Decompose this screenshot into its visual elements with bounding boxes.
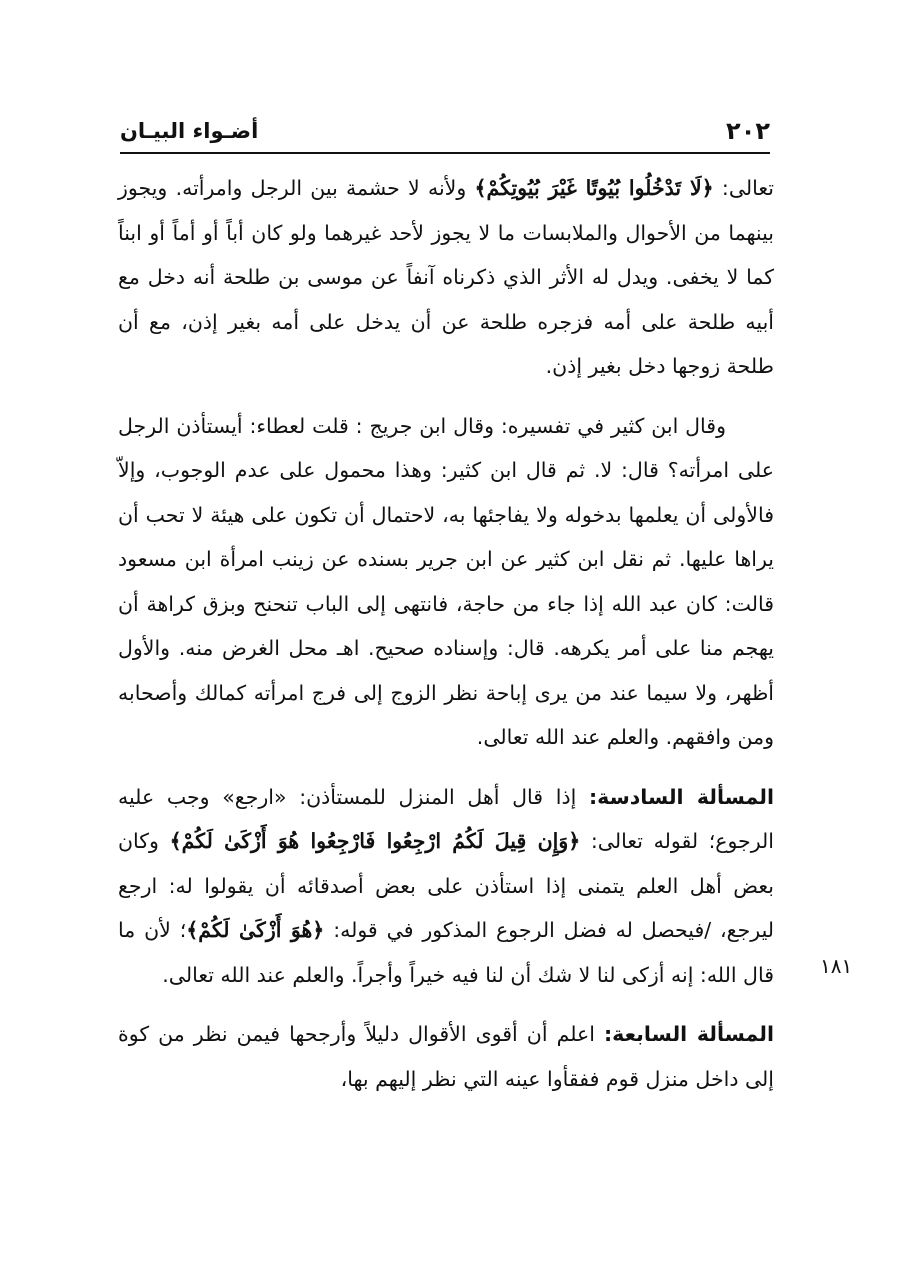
section-heading: المسألة السادسة: [588,784,774,809]
paragraph-text: اعلم أن أقوى الأقوال دليلاً وأرجحها فيمن نظر من كوة إلى داخل منزل قوم ففقأوا عينه التي نظر إليهم بها، [118,1022,774,1091]
section-seventh-issue [118,1012,774,1101]
paragraph-text: ؛ لأن ما قال الله: إنه أزكى لنا لا شك أن لنا فيه خيراً وأجراً. والعلم عند الله تعالى. [118,918,774,987]
page-header [120,110,770,152]
paragraph-continuation [118,166,774,389]
quran-verse: ﴿هُوَ أَزْكَىٰ لَكُمْ﴾ [186,918,325,942]
running-title: أضـواء البيـان [120,119,259,143]
paragraph-text: وكان بعض أهل العلم يتمنى إذا استأذن على بعض أصدقائه أن يقولوا له: ارجع ليرجع، /فيحصل له فضل الرجوع المذكور في قوله: [118,829,775,942]
paragraph-lead: تعالى: [713,176,775,200]
section-sixth-issue [118,775,774,998]
margin-reference: ١٨١ [820,954,853,978]
paragraph-text: ولأنه لا حشمة بين الرجل وامرأته. ويجوز بينهما من الأحوال والملابسات ما لا يجوز لأحد غيرهما ولو كان أباً أو أماً أو ابناً كما لا يخفى. ويدل له الأثر الذي ذكرناه آنفاً عن موسى بن طلحة أنه دخل مع أبيه طلحة على أمه فزجره طلحة عن أن يدخل على أمه بغير إذن، مع أن طلحة زوجها دخل بغير إذن. [118,176,774,378]
page-number: ٢٠٢ [726,117,770,145]
paragraph-text: إذا قال أهل المنزل للمستأذن: «ارجع» وجب عليه الرجوع؛ لقوله تعالى: [118,784,774,853]
paragraph-ibn-kathir: وقال ابن كثير في تفسيره: وقال ابن جريج : قلت لعطاء: أيستأذن الرجل على امرأته؟ قال: لا. ثم قال ابن كثير: وهذا محمول على عدم الوجوب، وإلاّ فالأولى أن يعلمها بدخوله ولا يفاجئها به، لاحتمال أن تكون على هيئة لا تحب أن يراها عليها. ثم نقل ابن كثير عن ابن جرير بسنده عن زينب امرأة ابن مسعود قالت: كان عبد الله إذا جاء من حاجة، فانتهى إلى الباب تنحنح وبزق كراهة أن يهجم منا على أمر يكرهه. قال: وإسناده صحيح. اهـ محل الغرض منه. والأول أظهر، ولا سيما عند من يرى إباحة نظر الزوج إلى فرج امرأته كمالك وأصحابه ومن وافقهم. والعلم عند الله تعالى. [118,413,774,749]
page-body [118,166,774,1116]
header-rule [120,152,770,154]
quran-verse: ﴿لَا تَدْخُلُوا بُيُوتًا غَيْرَ بُيُوتِكُمْ﴾ [474,176,714,200]
section-heading: المسألة السابعة: [603,1022,774,1046]
quran-verse: ﴿وَإِن قِيلَ لَكُمُ ارْجِعُوا فَارْجِعُوا هُوَ أَزْكَىٰ لَكُمْ﴾ [169,829,581,853]
